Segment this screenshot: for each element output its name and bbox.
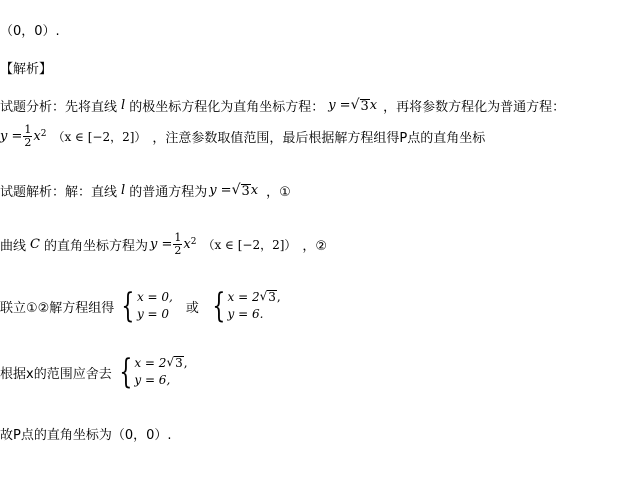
system-of-equations-1 [117,286,173,326]
system-of-equations-3 [115,352,188,392]
sqrt-symbol: √ 3 [259,289,276,304]
conclusion-text: 故P点的直角坐标为（0，0）. [0,428,172,443]
top-answer-text: （0，0）. [0,24,60,39]
eq-lhs: y = [328,98,351,113]
left-brace-icon: { [121,286,135,326]
fraction-denominator: 2 [174,244,182,257]
analysis-prefix: 试题分析：先将直线 [0,100,118,115]
combine-prefix: 联立①②解方程组得 [0,300,115,316]
solution-line [0,181,291,200]
sqrt-value: 3 [241,184,250,199]
eq2-domain: （x ∈ [−2，2]） [52,130,147,144]
or-text: 或 [185,300,199,316]
curve-power: 2 [190,236,197,247]
sol-eq-lhs: y = [209,183,232,198]
eq2-x: x [33,129,41,144]
system2-row1-a: x = 2 [227,290,260,304]
sqrt-symbol: √ 3 [231,182,250,199]
analysis-mid2: ，再将参数方程化为普通方程： [383,100,566,115]
sqrt-value: 3 [268,290,276,304]
fraction-denominator: 2 [24,136,32,149]
analysis-line-2 [0,124,485,149]
range-prefix: 根据x的范围应舍去 [0,366,112,382]
left-brace-icon: { [212,286,226,326]
curve-x: x [183,237,191,252]
solution-mid: 的普通方程为 [129,185,208,200]
line-variable: l [121,98,126,113]
curve-domain: （x ∈ [−2，2]） [202,238,297,252]
analysis-tail: ，注意参数取值范围，最后根据解方程组得P点的直角坐标 [152,131,486,146]
eq2-lhs: y = [0,129,23,144]
line-equation [328,98,377,113]
curve-mid: 的直角坐标方程为 [43,239,148,254]
curve-equation [0,124,146,149]
fraction [23,124,32,149]
system1-row2: y = 0 [136,307,170,321]
curve-eq-lhs: y = [149,237,173,252]
system3-row1-a: x = 2 [134,356,167,370]
solution-equation [209,183,258,198]
system3-row1-b: , [183,356,188,370]
system2-row1-b: , [276,290,281,304]
sqrt-value: 3 [360,99,369,114]
fraction-numerator: 1 [174,231,182,244]
solution-line-variable: l [121,183,126,198]
system1-row1: x = 0, [136,290,173,304]
sqrt-symbol: √ 3 [166,355,183,370]
eq2-power: 2 [40,128,47,139]
range-line [0,352,191,392]
analysis-heading: 【解析】 [0,62,53,77]
system2-row2: y = 6. [227,307,264,321]
system3-row2: y = 6, [134,373,171,387]
analysis-mid1: 的极坐标方程化为直角坐标方程： [129,100,325,115]
system-of-equations-2 [208,286,281,326]
curve-equation-2 [150,232,296,257]
fraction [173,232,182,257]
equation-mark-2: ，② [302,239,328,254]
top-answer-line [0,20,60,39]
curve-line [0,232,327,257]
sqrt-symbol: √ 3 [350,97,369,114]
solution-prefix: 试题解析：解：直线 [0,185,118,200]
sol-eq-rhs: x [250,183,259,198]
curve-variable: C [30,237,40,252]
sqrt-value: 3 [175,356,183,370]
equation-mark-1: ，① [266,185,291,200]
fraction-numerator: 1 [24,123,32,136]
left-brace-icon: { [119,352,133,392]
eq-rhs: x [369,98,378,113]
conclusion-line [0,424,172,443]
combine-line [0,286,284,326]
analysis-line-1 [0,96,565,115]
curve-prefix: 曲线 [0,239,27,254]
analysis-heading-line [0,58,52,77]
